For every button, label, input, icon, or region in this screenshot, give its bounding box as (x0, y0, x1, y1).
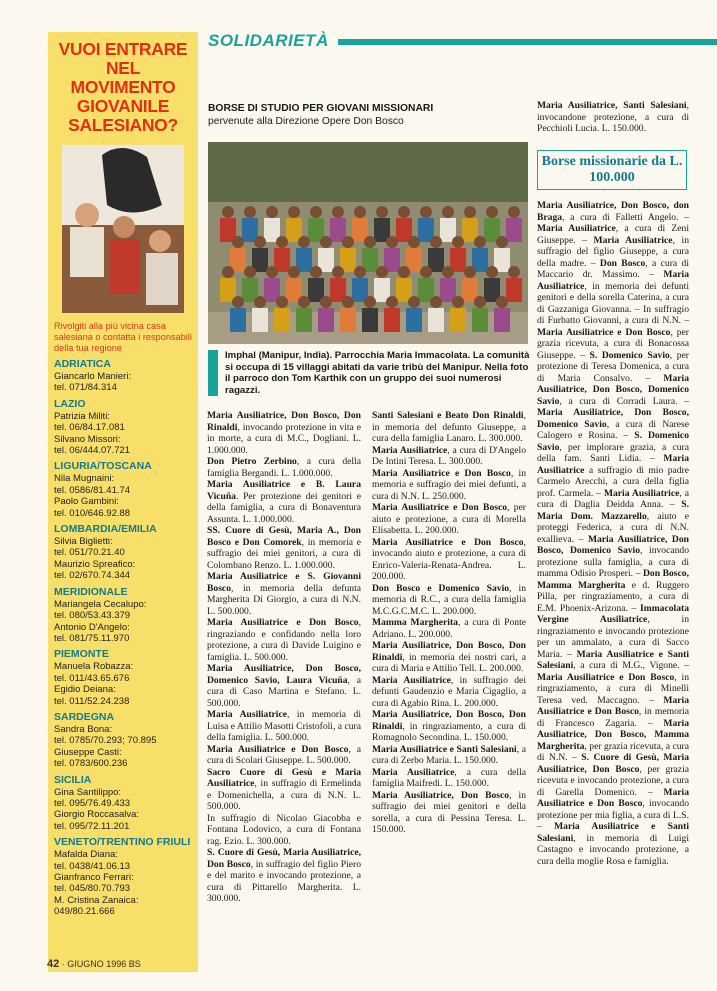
region-contact-line: Mafalda Diana: (54, 849, 118, 861)
region-name: MERIDIONALE (54, 585, 128, 598)
article-heading-line1: BORSE DI STUDIO PER GIOVANI MISSIONARI (208, 103, 434, 114)
donation-entry: Maria Ausiliatrice e S. Giovanni Bosco, in memoria della defunta Margherita Di Giorgio, a cura di N.N. L. 500.000. (207, 571, 361, 617)
region-contact-line: tel. 06/444.07.721 (54, 445, 131, 457)
region-block (54, 711, 192, 770)
region-name: PIEMONTE (54, 648, 109, 661)
donation-entry: Maria Ausiliatrice e Don Bosco, per aiuto e protezione, a cura di Morella Elisabetta. L. 200.000. (372, 502, 526, 536)
donation-entry: Maria Ausiliatrice, a cura di D'Angelo De Intini Teresa. L. 300.000. (372, 444, 527, 467)
box-title: Borse missionarie da L. 100.000 (537, 150, 687, 190)
region-contact-line: Giorgio Roccasalva: (54, 809, 140, 821)
donation-entry: SS. Cuore di Gesù, Maria A., Don Bosco e Don Comorek, in memoria e suffragio dei miei genitori, a cura di Colombano Renzo. L. 1.000.000. (207, 525, 361, 571)
region-name: LIGURIA/TOSCANA (54, 460, 152, 473)
region-contact-line: Gina Santilippo: (54, 786, 122, 798)
region-contact-line: tel. 011/52.24.238 (54, 695, 130, 707)
donation-entry: Maria Ausiliatrice e Don Bosco, invocando aiuto e protezione, a cura di Enrico-Valeria-Renata-Andrea. L. 200.000. (372, 536, 526, 582)
region-block (54, 358, 192, 394)
region-contact-line: tel. 095/72.11.201 (54, 820, 130, 832)
region-contact-line: tel. 0438/41.06.13 (54, 860, 131, 872)
region-contact-line: Sandra Bona: (54, 723, 113, 735)
article-heading (208, 102, 530, 128)
region-contact-line: Giuseppe Casti: (54, 746, 122, 758)
region-contact-line: Maurizio Spreafico: (54, 558, 136, 570)
donation-entry: Maria Ausiliatrice, Don Bosco, Don Rinaldi, in ringraziamento, a cura di Romagnolo Secondina. L. 150.000. (372, 709, 526, 743)
sidebar-headline: VUOI ENTRARE NEL MOVIMENTO GIOVANILE SALESIANO? (58, 39, 188, 135)
region-contact-line: 049/80.21.666 (54, 906, 115, 918)
region-contact-line: tel. 051/70.21.40 (54, 547, 125, 559)
article-heading-line2: pervenute alla Direzione Opere Don Bosco (208, 116, 404, 127)
donation-entry: Maria Ausiliatrice, Don Bosco, Don Rinaldi, in memoria dei nostri cari, a cura di Maria e Attilio Tell. L. 200.000. (372, 640, 526, 674)
donation-entry: Maria Ausiliatrice, Don Bosco, don Braga, a cura di Falletti Angelo. – Maria Ausiliatrice, a cura di Zeni Giuseppe. – Maria Ausiliatrice, in suffragio del figlio Giuseppe, a cura della madre. – Don Bosco, a cura di Maccario dr. Massimo. – Maria Ausiliatrice, in memoria dei defunti genitori e della sorella Caterina, a cura di Gazzaniga Giovanna. – In suffragio di Furbatto Giovanni, a cura di N.N. – Maria Ausiliatrice e Don Bosco, per grazia ricevuta, a cura di Bonacossa Giuseppe. – S. Domenico Savio, per protezione di Teresa Domenica, a cura di Maria Consalvo. – Maria Ausiliatrice, Don Bosco, Domenico Savio, a cura di Corradi Laura. – Maria Ausiliatrice, Don Bosco, Domenico Savio, a cura di Narese Calogero e Rosina. – S. Domenico Savio, per implorare grazia, a cura della fam. Santi Lidia. – Maria Ausiliatrice a suffragio di mio padre Carmelo Arecchi, a cura della figlia prof. Carmela. – Maria Ausiliatrice, a cura di Daglia Deidda Anna. – S. Maria Dom. Mazzarello, aiuto e proteggi Federica, a cura di N.N. exallieva. – Maria Ausiliatrice, Don Bosco, Domenico Savio, invocando protezione sulla famiglia, a cura di mamma Odisio Prosperi. – Don Bosco, Mamma Margherita e d. Ruggero Pilla, per ringraziamento, a cura di E.M. Phoenix-Arizona. – Immacolata Vergine Ausiliatrice, in ringraziamento e invocando protezione per un ammalato, a cura di Sacco Maria. – Maria Ausiliatrice e Santi Salesiani, a cura di M.G., Vigone. – Maria Ausiliatrice e Don Bosco, in ringraziamento, a cura di Minelli Teresa ved. Maccagno. – Maria Ausiliatrice e Don Bosco, in memoria di Francesco Zagaria. – Maria Ausiliatrice, Don Bosco, Mamma Margherita, per grazia ricevuta, a cura di N.N. – S. Cuore di Gesù, Maria Ausiliatrice, Don Bosco, per grazia ricevuta e invocando protezione, a cura di Garella Domenico. – Maria Ausiliatrice e Don Bosco, invocando protezione per mia figlia, a cura di L.S. – Maria Ausiliatrice e Santi Salesiani, in memoria di Luigi Castagno e invocando protezione, a cura della moglie Rosa e famiglia. (537, 200, 690, 867)
region-contact-line: tel. 045/80.70.793 (54, 883, 131, 895)
region-contact-line: tel. 011/43.65.676 (54, 672, 130, 684)
region-list (48, 358, 198, 918)
donation-entry: Maria Ausiliatrice e Don Bosco, in memoria e suffragio dei miei defunti, a cura di N.N. L. 250.000. (372, 467, 526, 502)
region-block (54, 460, 192, 519)
region-block (54, 586, 192, 645)
text-column-1 (207, 410, 361, 905)
donation-entry: Don Bosco e Domenico Savio, in memoria di R.C., a cura della famiglia M.C.G.C.M.C. L. 200.000. (372, 582, 526, 617)
region-contact-line: Manuela Robazza: (54, 661, 134, 673)
donation-entry: Maria Ausiliatrice, in suffragio dei defunti Gaudenzio e Maria Cigaglio, a cura di Agabio Rina. L. 200.000. (372, 674, 526, 709)
donation-entry: Maria Ausiliatrice e Don Bosco, ringraziando e confidando nella loro protezione, a cura di Davide Luigino e famiglia. L. 500.000. (207, 617, 361, 663)
footer (47, 958, 141, 970)
donation-entry: Maria Ausiliatrice, Santi Salesiani, invocandone protezione, a cura di Pecchioli Lucia. L. 150.000. (537, 100, 689, 134)
region-contact-line: tel. 06/84.17.081 (54, 422, 125, 434)
header-rule (338, 39, 717, 45)
region-contact-line: Patrizia Militi: (54, 410, 110, 422)
region-contact-line: tel. 0586/81.41.74 (54, 484, 131, 496)
caption-bar (208, 350, 218, 396)
region-block (54, 523, 192, 582)
donation-entry: Maria Ausiliatrice, in memoria di Luisa e Attilio Masotti Cristofoli, a cura della famiglia. L. 500.000. (207, 709, 361, 743)
page-number: 42 (47, 958, 60, 970)
sidebar-box (48, 32, 198, 972)
issue-label: · GIUGNO 1996 BS (61, 959, 141, 969)
sidebar-photo-illustration (62, 145, 184, 313)
donation-entry: In suffragio di Nicolao Giacobba e Fontana Lodovico, a cura di Fontana rag. Ezio. L. 300.000. (207, 812, 361, 847)
donation-entry: Santi Salesiani e Beato Don Rinaldi, in memoria del defunto Giuseppe, a cura della famiglia Lanaro. L. 300.000. (372, 410, 526, 444)
sidebar-photo (62, 145, 184, 313)
region-name: VENETO/TRENTINO FRIULI (54, 836, 191, 849)
region-contact-line: Nila Mugnaini: (54, 473, 115, 485)
donation-entry: Maria Ausiliatrice, Don Bosco, Domenico Savio, Laura Vicuña, a cura di Caso Martina e Stefano. L. 500.000. (207, 663, 361, 709)
region-contact-line: Egidio Deiana: (54, 684, 116, 696)
region-contact-line: tel. 095/76.49.433 (54, 797, 131, 809)
region-contact-line: tel. 081/75.11.970 (54, 632, 130, 644)
region-contact-line: tel. 0785/70.293; 70.895 (54, 735, 157, 747)
donation-entry: Maria Ausiliatrice e B. Laura Vicuña. Per protezione dei genitori e della famiglia, a cura di Bonaventura Assunta. L. 1.000.000. (207, 479, 361, 525)
region-contact-line: Gianfranco Ferrari: (54, 872, 134, 883)
photo-caption (208, 350, 530, 398)
region-contact-line: tel. 02/670.74.344 (54, 570, 131, 582)
photo-caption-text: Imphal (Manipur, India). Parrocchia Maria Immacolata. La comunità si occupa di 15 villaggi abitati da varie tribù del Manipur. Nella foto il parroco don Tom Karthik con un gruppo dei suoi numerosi ragazzi. (225, 350, 530, 396)
region-contact-line: Giancarlo Manieri: (54, 371, 132, 382)
region-contact-line: Mariangela Cecalupo: (54, 598, 147, 610)
region-contact-line: Silvia Biglietti: (54, 536, 113, 548)
region-name: LAZIO (54, 397, 86, 410)
region-contact-line: Silvano Missori: (54, 433, 121, 445)
donation-entry: Don Pietro Zerbino, a cura della famiglia Bergandi. L. 1.000.000. (207, 456, 361, 479)
donation-entry: S. Cuore di Gesù, Maria Ausiliatrice, Don Bosco, in suffragio del figlio Piero e del marito e invocando protezione, a cura di Pittarello Margherita. L. 300.000. (207, 847, 361, 904)
donation-entry: Mamma Margherita, a cura di Ponte Adriano. L. 200.000. (372, 617, 527, 640)
region-contact-line: tel. 010/646.92.88 (54, 507, 131, 519)
section-title: SOLIDARIETÀ (208, 31, 329, 50)
region-contact-line: tel. 071/84.314 (54, 382, 117, 394)
donation-entry: Maria Ausiliatrice, a cura della famiglia Maifredi. L. 150.000. (372, 766, 526, 789)
donation-entry: Maria Ausiliatrice e Don Bosco, a cura di Scolari Giuseppe. L. 500.000. (207, 743, 361, 766)
region-contact-line: Paolo Gambini: (54, 496, 119, 508)
region-contact-line: Antonio D'Angelo: (54, 621, 130, 633)
group-photo-illustration (208, 142, 528, 344)
region-name: LOMBARDIA/EMILIA (54, 523, 157, 536)
text-column-3 (537, 100, 689, 135)
region-block (54, 774, 192, 833)
text-column-2 (372, 410, 526, 836)
region-contact-line: tel. 0783/600.236 (54, 758, 128, 770)
region-name: SICILIA (54, 773, 92, 786)
donation-entry: Maria Ausiliatrice, Don Bosco, Don Rinaldi, invocando protezione in vita e in morte, a cura di M.C., Dogliani. L. 1.000.000. (207, 410, 361, 456)
region-contact-line: M. Cristina Zanaica: (54, 894, 139, 906)
region-name: SARDEGNA (54, 710, 115, 723)
region-block (54, 398, 192, 457)
region-contact-line: tel. 080/53.43.379 (54, 610, 131, 622)
main-photo (208, 142, 528, 344)
sidebar-intro: Rivolgiti alla più vicina casa salesiana o contatta i responsabili della tua regione (54, 321, 192, 353)
donation-entry: Sacro Cuore di Gesù e Maria Ausiliatrice, in suffragio di Ermelinda e Domenichella, a cura di N.N. L. 500.000. (207, 766, 361, 812)
region-block (54, 836, 192, 917)
donation-entry: Maria Ausiliatrice e Santi Salesiani, a cura di Zerbo Maria. L. 150.000. (372, 743, 526, 766)
donation-entry: Maria Ausiliatrice, Don Bosco, in suffragio dei miei genitori e della sorella, a cura di Pessina Teresa. L. 150.000. (372, 789, 526, 835)
region-block (54, 648, 192, 707)
region-name: ADRIATICA (54, 358, 111, 370)
text-column-4 (537, 200, 689, 867)
